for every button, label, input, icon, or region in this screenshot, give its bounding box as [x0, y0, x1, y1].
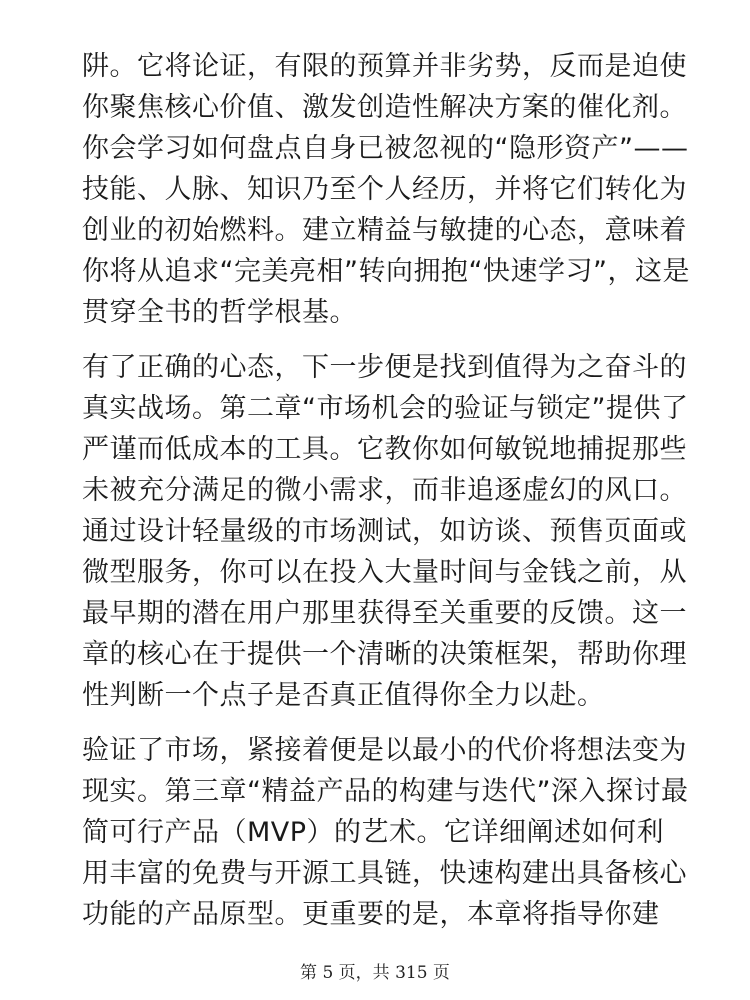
body-paragraph-2: 有了正确的心态，下一步便是找到值得为之奋斗的真实战场。第二章“市场机会的验证与锁定”提供了严谨而低成本的工具。它教你如何敏锐地捕捉那些未被充分满足的微小需求，而非追逐虚幻的风口。通过设计轻量级的市场测试，如访谈、预售页面或微型服务，你可以在投入大量时间与金钱之前，从最早期的潜在用户那里获得至关重要的反馈。这一章的核心在于提供一个清晰的决策框架，帮助你理性判断一个点子是否真正值得你全力以赴。 — [82, 352, 689, 711]
body-paragraph-3: 验证了市场，紧接着便是以最小的代价将想法变为现实。第三章“精益产品的构建与迭代”深入探讨最简可行产品（MVP）的艺术。它详细阐述如何利用丰富的免费与开源工具链，快速构建出具备核心功能的产品原型。更重要的是，本章将指导你建 — [82, 735, 689, 930]
body-paragraph-1: 阱。它将论证，有限的预算并非劣势，反而是迫使你聚焦核心价值、激发创造性解决方案的催化剂。你会学习如何盘点自身已被忽视的“隐形资产”——技能、人脉、知识乃至个人经历，并将它们转化为创业的初始燃料。建立精益与敏捷的心态，意味着你将从追求“完美亮相”转向拥抱“快速学习”，这是贯穿全书的哲学根基。 — [82, 51, 690, 328]
page-number-footer: 第 5 页，共 315 页 — [300, 963, 450, 983]
